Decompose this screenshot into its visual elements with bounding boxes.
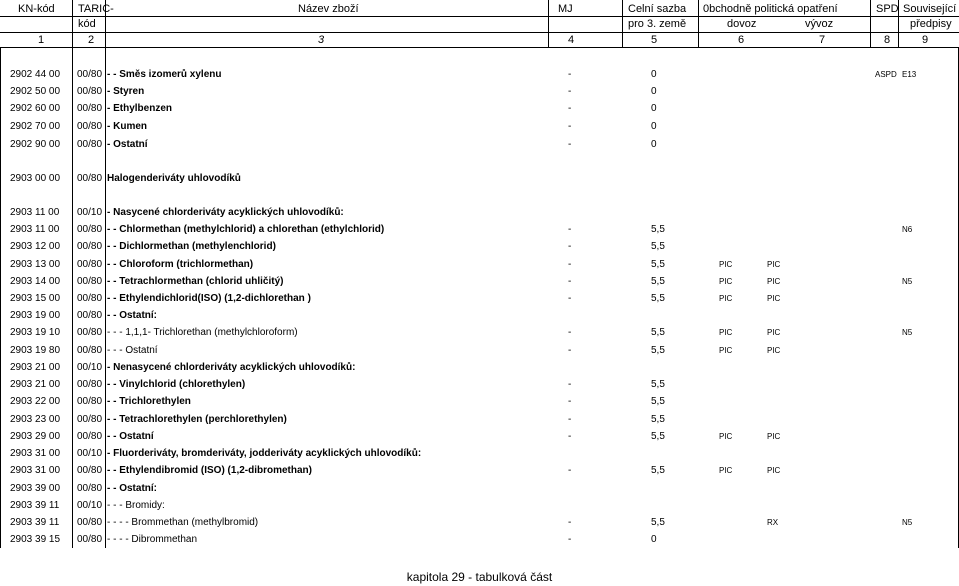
row-export-measure: PIC — [767, 346, 781, 355]
row-export-measure: PIC — [767, 294, 781, 303]
table-row — [0, 393, 959, 410]
row-unit: - — [568, 86, 572, 97]
table-row — [0, 462, 959, 479]
header-num-3: 3 — [318, 34, 325, 46]
row-taric-code: 00/80 — [77, 121, 103, 132]
row-unit: - — [568, 327, 572, 338]
table-row — [0, 136, 959, 153]
table-row — [0, 428, 959, 445]
header-taric: TARIC- — [78, 3, 114, 15]
row-kn-code: 2903 19 10 — [10, 327, 61, 338]
row-taric-code: 00/80 — [77, 517, 103, 528]
table-row — [0, 83, 959, 100]
row-taric-code: 00/80 — [77, 276, 103, 287]
header-opatreni: 0bchodně politická opatření — [703, 3, 838, 15]
row-taric-code: 00/80 — [77, 173, 103, 184]
row-unit: - — [568, 103, 572, 114]
row-unit: - — [568, 276, 572, 287]
row-unit: - — [568, 241, 572, 252]
row-taric-code: 00/80 — [77, 431, 103, 442]
header-num-5: 5 — [651, 34, 658, 46]
row-goods-name: - - - - Dibrommethan — [107, 534, 198, 545]
row-kn-code: 2903 19 00 — [10, 310, 61, 321]
row-duty-rate: 5,5 — [651, 276, 665, 287]
row-taric-code: 00/80 — [77, 379, 103, 390]
col-divider — [698, 0, 699, 48]
row-duty-rate: 5,5 — [651, 259, 665, 270]
header-pro-treti-zeme: pro 3. země — [628, 18, 687, 30]
row-export-measure: PIC — [767, 328, 781, 337]
row-taric-code: 00/10 — [77, 362, 103, 373]
row-taric-code: 00/80 — [77, 139, 103, 150]
row-kn-code: 2903 39 15 — [10, 534, 61, 545]
row-unit: - — [568, 224, 572, 235]
table-row — [0, 204, 959, 221]
row-goods-name: - - Ethylendichlorid(ISO) (1,2-dichlorethan ) — [107, 293, 311, 304]
row-duty-rate: 5,5 — [651, 465, 665, 476]
row-unit: - — [568, 139, 572, 150]
row-goods-name: - Ethylbenzen — [107, 103, 173, 114]
table-row — [0, 531, 959, 548]
row-kn-code: 2903 21 00 — [10, 362, 61, 373]
header-divider-2 — [0, 32, 959, 33]
table-row — [0, 342, 959, 359]
row-kn-code: 2902 70 00 — [10, 121, 61, 132]
row-related-regulation: N5 — [902, 277, 913, 286]
row-kn-code: 2903 21 00 — [10, 379, 61, 390]
row-taric-code: 00/80 — [77, 293, 103, 304]
col-divider — [72, 0, 73, 48]
row-goods-name: - - - Ostatní — [107, 345, 158, 356]
row-duty-rate: 0 — [651, 69, 657, 80]
row-goods-name: - - Chloroform (trichlormethan) — [107, 259, 254, 270]
table-row — [0, 514, 959, 531]
header-dovoz: dovoz — [727, 18, 757, 30]
row-duty-rate: 0 — [651, 103, 657, 114]
row-goods-name: - - Směs izomerů xylenu — [107, 69, 222, 80]
row-duty-rate: 5,5 — [651, 379, 665, 390]
row-goods-name: - Ostatní — [107, 139, 148, 150]
row-taric-code: 00/80 — [77, 396, 103, 407]
col-divider — [622, 0, 623, 48]
row-taric-code: 00/80 — [77, 414, 103, 425]
table-row — [0, 307, 959, 324]
table-header — [0, 0, 959, 48]
row-unit: - — [568, 121, 572, 132]
col-divider — [898, 0, 899, 48]
row-duty-rate: 0 — [651, 121, 657, 132]
table-row — [0, 100, 959, 117]
row-spd: ASPD — [875, 70, 897, 79]
row-goods-name: - - Dichlormethan (methylenchlorid) — [107, 241, 276, 252]
row-duty-rate: 0 — [651, 86, 657, 97]
row-goods-name: Halogenderiváty uhlovodíků — [107, 173, 241, 184]
row-taric-code: 00/80 — [77, 534, 103, 545]
row-kn-code: 2903 31 00 — [10, 448, 61, 459]
row-unit: - — [568, 431, 572, 442]
row-duty-rate: 5,5 — [651, 431, 665, 442]
row-kn-code: 2903 31 00 — [10, 465, 61, 476]
row-goods-name: - - - 1,1,1- Trichlorethan (methylchloroform) — [107, 327, 298, 338]
row-kn-code: 2903 11 00 — [10, 207, 60, 218]
row-kn-code: 2903 23 00 — [10, 414, 61, 425]
row-duty-rate: 5,5 — [651, 414, 665, 425]
row-kn-code: 2902 50 00 — [10, 86, 61, 97]
table-row — [0, 170, 959, 187]
row-unit: - — [568, 345, 572, 356]
row-kn-code: 2903 22 00 — [10, 396, 61, 407]
header-num-9: 9 — [922, 34, 929, 46]
col-divider — [105, 0, 106, 48]
row-goods-name: - - Vinylchlorid (chlorethylen) — [107, 379, 246, 390]
row-unit: - — [568, 379, 572, 390]
row-duty-rate: 5,5 — [651, 517, 665, 528]
row-goods-name: - Kumen — [107, 121, 147, 132]
row-related-regulation: N6 — [902, 225, 913, 234]
row-goods-name: - Fluorderiváty, bromderiváty, jodderiváty acyklických uhlovodíků: — [107, 448, 422, 459]
row-kn-code: 2903 00 00 — [10, 173, 61, 184]
table-row — [0, 480, 959, 497]
row-import-measure: PIC — [719, 432, 733, 441]
table-row — [0, 273, 959, 290]
row-unit: - — [568, 517, 572, 528]
header-num-4: 4 — [568, 34, 575, 46]
header-nazev-zbozi: Název zboží — [298, 3, 359, 15]
table-row — [0, 290, 959, 307]
table-row — [0, 359, 959, 376]
row-duty-rate: 5,5 — [651, 241, 665, 252]
header-num-8: 8 — [884, 34, 891, 46]
header-vyvoz: vývoz — [805, 18, 834, 30]
header-souvisejici: Související — [903, 3, 957, 15]
table-row — [0, 256, 959, 273]
row-duty-rate: 0 — [651, 139, 657, 150]
header-divider-1 — [0, 16, 959, 17]
row-taric-code: 00/80 — [77, 224, 103, 235]
row-duty-rate: 5,5 — [651, 396, 665, 407]
row-taric-code: 00/80 — [77, 103, 103, 114]
row-kn-code: 2903 39 11 — [10, 517, 60, 528]
row-goods-name: - - Ethylendibromid (ISO) (1,2-dibromethan) — [107, 465, 312, 476]
row-kn-code: 2903 19 80 — [10, 345, 61, 356]
header-num-6: 6 — [738, 34, 745, 46]
table-row — [0, 376, 959, 393]
table-row — [0, 66, 959, 83]
row-goods-name: - Nenasycené chlorderiváty acyklických uhlovodíků: — [107, 362, 356, 373]
header-mj: MJ — [558, 3, 573, 15]
row-goods-name: - - Ostatní: — [107, 310, 157, 321]
row-taric-code: 00/80 — [77, 86, 103, 97]
row-kn-code: 2903 29 00 — [10, 431, 61, 442]
row-kn-code: 2903 39 00 — [10, 483, 61, 494]
row-goods-name: - - Trichlorethylen — [107, 396, 191, 407]
row-import-measure: PIC — [719, 346, 733, 355]
row-taric-code: 00/80 — [77, 69, 103, 80]
row-goods-name: - - - - Brommethan (methylbromid) — [107, 517, 259, 528]
row-duty-rate: 5,5 — [651, 327, 665, 338]
row-export-measure: PIC — [767, 432, 781, 441]
row-goods-name: - Styren — [107, 86, 145, 97]
header-kod: kód — [78, 18, 96, 30]
table-row — [0, 118, 959, 135]
row-kn-code: 2902 90 00 — [10, 139, 61, 150]
row-related-regulation: E13 — [902, 70, 917, 79]
row-unit: - — [568, 259, 572, 270]
row-import-measure: PIC — [719, 260, 733, 269]
row-unit: - — [568, 293, 572, 304]
row-taric-code: 00/10 — [77, 207, 103, 218]
row-export-measure: RX — [767, 518, 779, 527]
row-related-regulation: N5 — [902, 328, 913, 337]
row-unit: - — [568, 396, 572, 407]
row-taric-code: 00/80 — [77, 327, 103, 338]
row-goods-name: - - Chlormethan (methylchlorid) a chlorethan (ethylchlorid) — [107, 224, 385, 235]
row-duty-rate: 5,5 — [651, 293, 665, 304]
row-kn-code: 2902 44 00 — [10, 69, 61, 80]
row-goods-name: - Nasycené chlorderiváty acyklických uhlovodíků: — [107, 207, 344, 218]
row-export-measure: PIC — [767, 277, 781, 286]
row-taric-code: 00/10 — [77, 500, 103, 511]
header-celni-sazba: Celní sazba — [628, 3, 687, 15]
header-spd: SPD — [876, 3, 899, 15]
table-row — [0, 497, 959, 514]
header-divider-3 — [0, 47, 959, 48]
row-goods-name: - - - Bromidy: — [107, 500, 165, 511]
col-divider — [548, 0, 549, 48]
col-divider — [870, 0, 871, 48]
row-taric-code: 00/80 — [77, 241, 103, 252]
row-unit: - — [568, 534, 572, 545]
row-goods-name: - - Tetrachlorethylen (perchlorethylen) — [107, 414, 287, 425]
row-unit: - — [568, 414, 572, 425]
table-row — [0, 221, 959, 238]
header-num-2: 2 — [88, 34, 95, 46]
row-unit: - — [568, 465, 572, 476]
header-predpisy: předpisy — [910, 18, 952, 30]
row-taric-code: 00/80 — [77, 310, 103, 321]
row-kn-code: 2903 14 00 — [10, 276, 61, 287]
header-num-1: 1 — [38, 34, 45, 46]
row-kn-code: 2903 15 00 — [10, 293, 61, 304]
table-row — [0, 411, 959, 428]
row-taric-code: 00/80 — [77, 483, 103, 494]
row-related-regulation: N5 — [902, 518, 913, 527]
row-export-measure: PIC — [767, 466, 781, 475]
row-kn-code: 2902 60 00 — [10, 103, 61, 114]
header-kn-kod: KN-kód — [18, 3, 55, 15]
row-taric-code: 00/80 — [77, 345, 103, 356]
table-row — [0, 238, 959, 255]
table-row — [0, 324, 959, 341]
row-kn-code: 2903 13 00 — [10, 259, 61, 270]
row-unit: - — [568, 69, 572, 80]
row-duty-rate: 5,5 — [651, 224, 665, 235]
row-export-measure: PIC — [767, 260, 781, 269]
row-kn-code: 2903 39 11 — [10, 500, 60, 511]
row-goods-name: - - Ostatní: — [107, 483, 157, 494]
row-goods-name: - - Ostatní — [107, 431, 154, 442]
row-taric-code: 00/80 — [77, 465, 103, 476]
row-import-measure: PIC — [719, 466, 733, 475]
page-footer: kapitola 29 - tabulková část — [406, 570, 553, 584]
header-num-7: 7 — [819, 34, 826, 46]
row-goods-name: - - Tetrachlormethan (chlorid uhličitý) — [107, 276, 284, 287]
row-import-measure: PIC — [719, 328, 733, 337]
row-duty-rate: 0 — [651, 534, 657, 545]
row-taric-code: 00/10 — [77, 448, 103, 459]
row-kn-code: 2903 12 00 — [10, 241, 61, 252]
row-kn-code: 2903 11 00 — [10, 224, 60, 235]
table-row — [0, 445, 959, 462]
row-import-measure: PIC — [719, 277, 733, 286]
row-import-measure: PIC — [719, 294, 733, 303]
row-duty-rate: 5,5 — [651, 345, 665, 356]
row-taric-code: 00/80 — [77, 259, 103, 270]
